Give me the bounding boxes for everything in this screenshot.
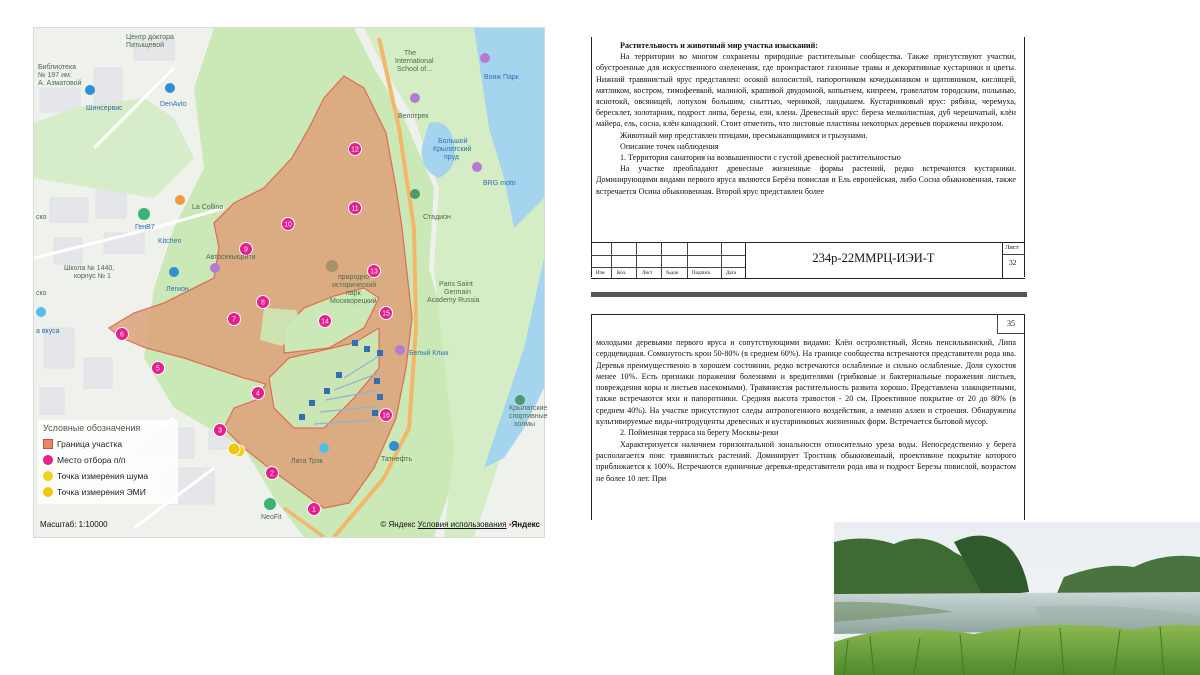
map-label: Paris Saint bbox=[439, 281, 473, 288]
legend-label: Место отбора п/п bbox=[57, 455, 126, 465]
title-block-stamp bbox=[591, 242, 1025, 279]
map-label: ско bbox=[36, 290, 47, 297]
stamp-col-label: Дата bbox=[726, 271, 736, 276]
stamp-col-label: Подпись bbox=[692, 271, 711, 276]
map-label: парк bbox=[346, 290, 361, 297]
paragraph: 2. Пойменная терраса на берегу Москвы-реки bbox=[620, 428, 779, 438]
map-label: а вкуса bbox=[36, 328, 60, 335]
map-label: спортивные bbox=[509, 413, 548, 420]
sample-point-label: 11 bbox=[351, 205, 359, 213]
document-page-35 bbox=[591, 314, 1025, 520]
map-label: Лата Трэк bbox=[291, 458, 323, 465]
page1-text bbox=[596, 40, 1016, 197]
map-label: Патыщевой bbox=[126, 42, 165, 49]
map-label: Велотрек bbox=[398, 113, 429, 120]
sample-point-label: 4 bbox=[256, 390, 260, 398]
map-label: Библиотека bbox=[38, 64, 77, 71]
map-label: School of... bbox=[397, 66, 433, 73]
map-legend bbox=[38, 420, 178, 504]
map-label: Автосекьюрити bbox=[206, 254, 256, 261]
terms-link[interactable]: Условия использования bbox=[417, 520, 507, 529]
site-map[interactable] bbox=[33, 27, 548, 538]
map-label: исторический bbox=[332, 282, 377, 289]
document-code: 234р-22ММРЦ-ИЭИ-Т bbox=[812, 251, 935, 265]
sample-point-label: 2 bbox=[270, 470, 274, 478]
sample-point-label: 3 bbox=[218, 427, 222, 435]
sample-point-label: 5 bbox=[156, 365, 160, 373]
sample-point-label: 7 bbox=[232, 316, 236, 324]
map-label: Вояж Парк bbox=[484, 74, 519, 81]
map-label: Academy Russia bbox=[427, 297, 480, 304]
map-label: NeoFit bbox=[261, 514, 282, 521]
stamp-col-label: Кол. bbox=[617, 271, 627, 276]
paragraph: Характеризуется наличием горизонтальной зональности относительно уреза воды. Непосредственно у берега располагается пояс травянистых растений. Доминирует Тростник обыкновенный, проективное покрытие которого приближается к 100%. Встречаются единичные деревья-представители рода ива и подрост Березы повислой, возрастом не более 10 лет. При bbox=[596, 439, 1016, 483]
paragraph: молодыми деревьями первого яруса и сопутствующими видами: Клён остролистный, Ясень пенсильванский, Липа сердцевидная. Сомкнутость крон 50-80% (в среднем 60%). На границе сообщества встречаются представители рода ива. Деревья преимущественно в хорошем состоянии, редко встречаются ослабленые и сильно ослабленые. Доля сухостоя менее 10%. Есть признаки поражения болезнями и вредителями (грибковые и бактериальные поражения листьев, повреждения коры и листьев насекомыми). Травянистая растительность развита хорошо. Представлена злакоцветными, также встречаются мхи и папоротники. Средняя высота травостоя - 20 см. Проективное покрытие от 20 до 80% (в среднем 40%). На участке присутствуют следы антропогенного воздействия, а именно аллеи и строения. Обнаружены культивируемые виды-интродуценты древесных и кустарниковых жизненных форм. Встречается бытовой мусор. bbox=[596, 338, 1016, 427]
map-label: Центр доктора bbox=[126, 34, 174, 41]
map-label: корпус № 1 bbox=[74, 273, 111, 280]
sample-point-label: 9 bbox=[244, 246, 248, 254]
sheet-number: 32 bbox=[1009, 258, 1017, 267]
stamp-col-label: Изм bbox=[596, 271, 605, 276]
sheet-label: Лист bbox=[1005, 244, 1019, 251]
map-label: природно- bbox=[338, 274, 372, 281]
noise-point-swatch bbox=[43, 471, 53, 481]
sample-point-label: 10 bbox=[284, 221, 292, 229]
map-label: Стадион bbox=[423, 214, 451, 221]
river-landscape-photo bbox=[834, 522, 1200, 675]
emi-point-swatch bbox=[43, 487, 53, 497]
sample-point-label: 15 bbox=[382, 310, 390, 318]
page-number: 35 bbox=[997, 315, 1024, 334]
map-label: пруд bbox=[444, 154, 459, 161]
stamp-col-label: №док bbox=[666, 271, 679, 276]
paragraph: Описание точек наблюдения bbox=[620, 141, 719, 151]
legend-item-sample bbox=[43, 452, 173, 468]
map-label: Шинсервис bbox=[86, 105, 123, 112]
map-label: The bbox=[404, 50, 417, 57]
page-divider bbox=[591, 292, 1027, 297]
map-label: Крылатский bbox=[433, 146, 472, 153]
map-label: А. Азматовой bbox=[38, 80, 82, 87]
map-label: International bbox=[395, 58, 434, 65]
sample-point-label: 13 bbox=[370, 268, 378, 276]
paragraph: Животный мир представлен птицами, пресмыкающимися и грызунами. bbox=[620, 130, 868, 140]
map-label: Большой bbox=[438, 138, 468, 145]
boundary-swatch bbox=[43, 439, 53, 449]
legend-title: Условные обозначения bbox=[43, 423, 141, 433]
sample-point-label: 1 bbox=[312, 506, 316, 514]
photo-canvas bbox=[834, 522, 1200, 675]
map-label: ГенВ7 bbox=[135, 224, 155, 231]
legend-label: Точка измерения ЭМИ bbox=[57, 487, 146, 497]
sample-point-swatch bbox=[43, 455, 53, 465]
paragraph: На участке преобладают древесные жизненные формы растений, редко встречаются кустарники. Доминирующими видами первого яруса являются Берёза повислая и Ель европейская, либо Сосна обыкновенная, также встречается Осина обыкновенная. Второй ярус представлен более bbox=[596, 164, 1016, 196]
map-label: № 197 им. bbox=[38, 72, 72, 79]
sample-point-label: 14 bbox=[321, 318, 329, 326]
stamp-col-label: Лист bbox=[642, 271, 653, 276]
legend-label: Точка измерения шума bbox=[57, 471, 149, 481]
sample-point-label: 6 bbox=[120, 331, 124, 339]
legend-label: Граница участка bbox=[57, 439, 123, 449]
paragraph: 1. Территория санатория на возвышенности с густой древесной растительностью bbox=[620, 153, 901, 163]
emi-point-marker[interactable] bbox=[228, 443, 240, 455]
sheet-box bbox=[1002, 243, 1025, 278]
map-label: Белый Клык bbox=[409, 350, 449, 357]
map-label: Легион bbox=[166, 286, 189, 293]
document-page-32 bbox=[591, 37, 1025, 277]
sample-point-label: 16 bbox=[382, 412, 390, 420]
map-label: Школа № 1440, bbox=[64, 265, 115, 272]
map-scale: Масштаб: 1:10000 bbox=[40, 520, 108, 529]
map-label: ско bbox=[36, 214, 47, 221]
legend-item-noise bbox=[43, 468, 173, 484]
sample-point-label: 8 bbox=[261, 299, 265, 307]
map-label: Крылатские bbox=[509, 405, 548, 412]
map-label: Kitchen bbox=[158, 238, 182, 245]
map-label: Татнефть bbox=[381, 456, 413, 463]
map-copyright: © Яндекс Условия использования ▪Яндекс bbox=[380, 520, 540, 529]
paragraph: На территории во многом сохранены природные растительные сообщества. Также присутствуют участки, обустроенные для искусственного озеленения, где произрастают газонные травы и декоративные кустарники и цветы. Нижний травянистый ярус представлен: осокой волосистой, папоротником кочедыжником и щитовником, кислицей, мятликом, костром, тимофеевкой, малиной, крапивой двудомной, копытнем, кипреем, гравелатом городским, полынью, яснотокй, овсяницей, лопухом большим, сныттью, черникой, ландышем. Кустарниковый ярус: рябина, черемуха, бересклет, золотарник, подрост липы, березы, ели, клена. Древесный ярус: береза мелколистная, дуб черешчатый, клён майера, ель, сосна, клён канадский. Стоит отметить, что листовые пластины некоторых деревьев поражены некрозом. bbox=[596, 52, 1016, 129]
legend-item-emi bbox=[43, 484, 173, 500]
copyright-text: © Яндекс bbox=[380, 520, 416, 529]
map-label: DenAvto bbox=[160, 101, 187, 108]
map-label: Germain bbox=[444, 289, 471, 296]
map-label: Москворецкий bbox=[330, 298, 377, 305]
yandex-brand: Яндекс bbox=[511, 520, 540, 529]
page2-text bbox=[596, 337, 1016, 484]
map-label: холмы bbox=[514, 421, 536, 428]
legend-item-boundary bbox=[43, 436, 173, 452]
map-label: La Collina bbox=[192, 204, 224, 211]
stamp-grid bbox=[591, 243, 746, 278]
map-label: BRG moto bbox=[483, 180, 516, 187]
sample-point-label: 12 bbox=[351, 146, 359, 154]
section-heading: Растительность и животный мир участка изысканий: bbox=[620, 41, 818, 50]
